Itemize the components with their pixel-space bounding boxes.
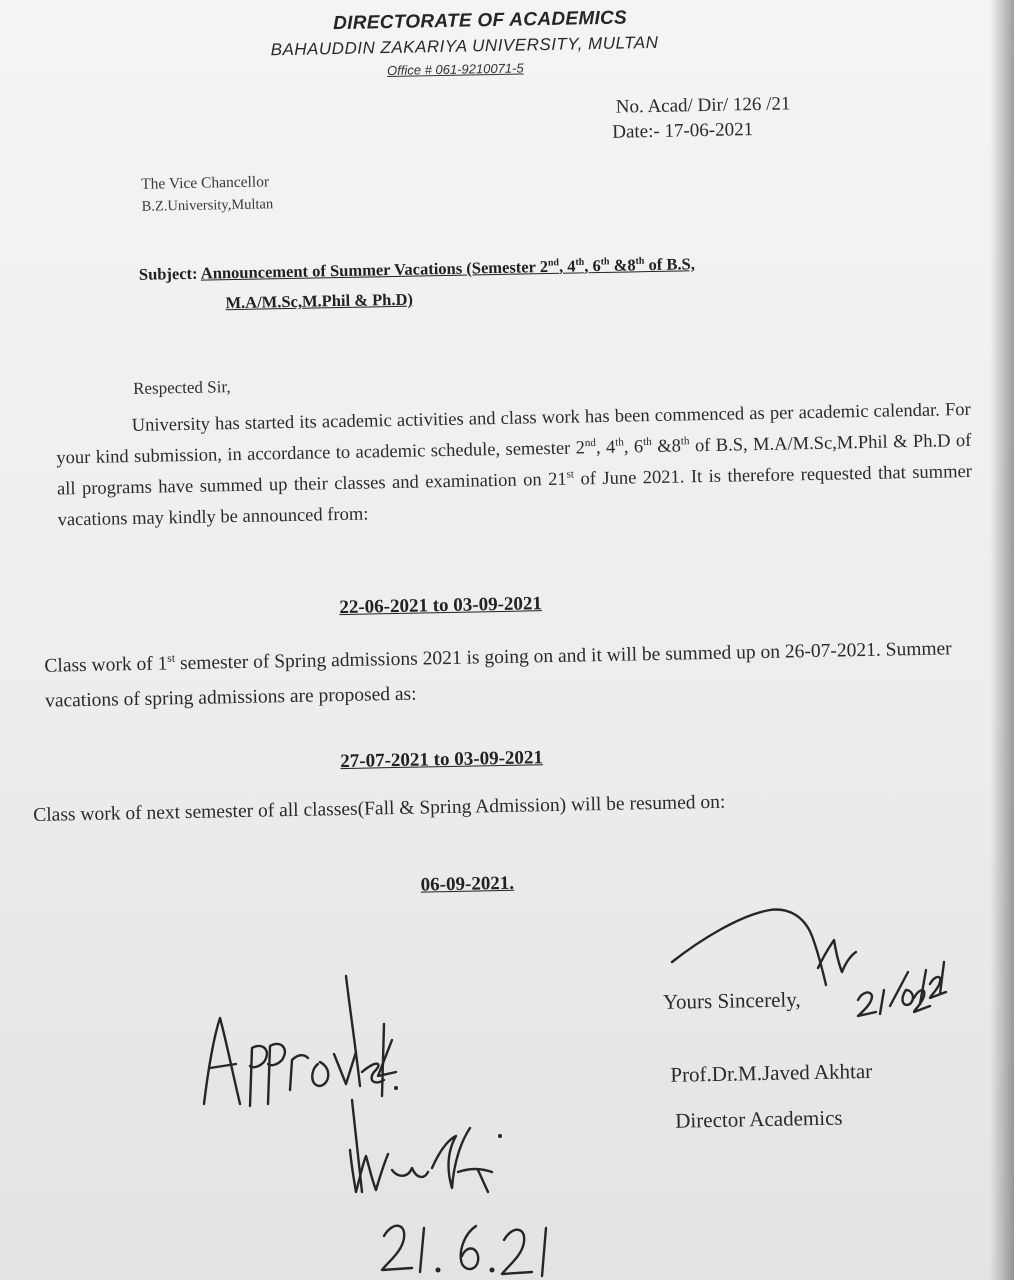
body-paragraph-3: Class work of next semester of all classes(Fall & Spring Admission) will be resumed on:	[33, 791, 726, 826]
body-paragraph-2: Class work of 1st semester of Spring admissions 2021 is going on and it will be summed up on 26-07-2021. Summer vacations of spring admissions are proposed as:	[44, 638, 952, 712]
signatory-designation: Director Academics	[675, 1105, 843, 1133]
closing-salutation: Yours Sincerely,	[662, 987, 801, 1014]
salutation: Respected Sir,	[132, 377, 231, 398]
letterhead-office-phone: Office # 061-9210071-5	[386, 60, 524, 79]
subject-text: Announcement of Summer Vacations (Semester 2nd, 4th, 6th &8th of B.S,	[200, 254, 696, 283]
subject-line-continued: M.A/M.Sc,M.Phil & Ph.D)	[225, 289, 414, 313]
addressee-institution: B.Z.University,Multan	[141, 196, 274, 215]
subject-label: Subject:	[138, 263, 198, 284]
signatory-name: Prof.Dr.M.Javed Akhtar	[670, 1058, 873, 1087]
page-edge-shadow	[990, 0, 1014, 1280]
vacation-period-spring: 27-07-2021 to 03-09-2021	[340, 747, 544, 773]
letterhead-directorate: DIRECTORATE OF ACADEMICS	[332, 7, 628, 35]
letter-date: Date:- 17-06-2021	[612, 119, 754, 143]
resumption-date: 06-09-2021.	[420, 872, 515, 896]
letterhead-university: BAHAUDDIN ZAKARIYA UNIVERSITY, MULTAN	[270, 32, 659, 60]
reference-number: No. Acad/ Dir/ 126 /21	[615, 93, 791, 118]
subject-line	[139, 254, 695, 285]
addressee-title: The Vice Chancellor	[141, 173, 270, 193]
vacation-period-regular: 22-06-2021 to 03-09-2021	[339, 593, 543, 619]
body-paragraph-1: University has started its academic activities and class work has been commenced as per academic calendar. For your kind submission, in accordance to academic schedule, semester 2nd, 4th, 6th &8th of B.S, M.A/M.Sc,M.Phil & Ph.D of all programs have summed up their classes and examination on 21st of June 2021. It is therefore requested that summer vacations may kindly be announced from:	[56, 399, 973, 531]
